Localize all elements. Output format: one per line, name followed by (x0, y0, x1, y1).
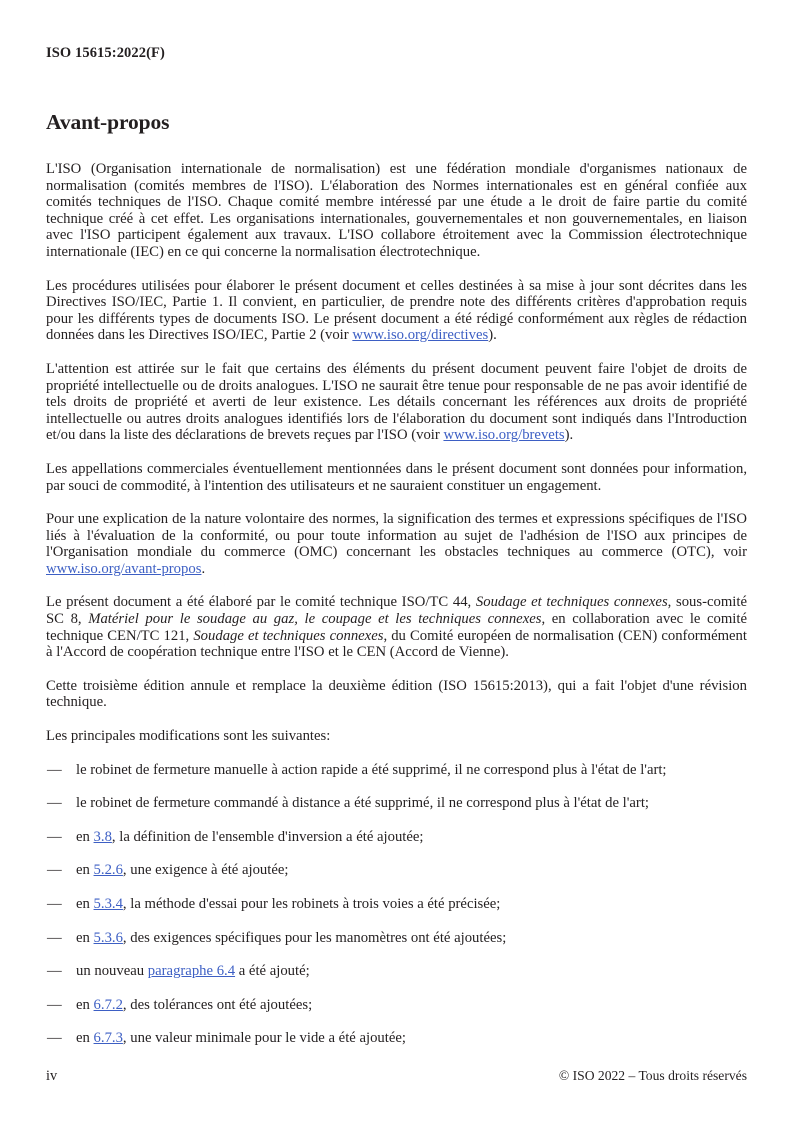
link-iso-brevets[interactable]: www.iso.org/brevets (443, 427, 565, 444)
list-dash-icon: — (47, 996, 62, 1013)
paragraph-voluntary-text-after: . (201, 560, 206, 577)
list-item-text-after: , une valeur minimale pour le vide a été ajoutée; (122, 1030, 406, 1047)
list-dash-icon: — (47, 963, 62, 980)
list-item (46, 812, 747, 846)
link-iso-directives[interactable]: www.iso.org/directives (352, 327, 489, 344)
link-clause-6-7-3[interactable]: 6.7.3 (93, 1030, 123, 1047)
list-item-text-after: , des exigences spécifiques pour les manomètres ont été ajoutées; (122, 929, 507, 946)
committee-title-cen-tc121: Soudage et techniques connexes (193, 627, 384, 644)
list-item-text-before: le robinet de fermeture manuelle à action rapide a été supprimé, il ne correspond plus à l'état de l'art; (76, 761, 667, 778)
list-dash-icon: — (47, 795, 62, 812)
list-item-text-before: en (76, 929, 94, 946)
link-clause-6-7-2[interactable]: 6.7.2 (93, 996, 123, 1013)
list-dash-icon: — (47, 1030, 62, 1047)
paragraph-committee (46, 577, 747, 660)
paragraph-procedures (46, 261, 747, 344)
page-footer (46, 1068, 747, 1085)
paragraph-changes-intro: Les principales modifications sont les suivantes: (46, 728, 331, 745)
list-item-text-before: en (76, 828, 94, 845)
committee-title-sc8: Matériel pour le soudage au gaz, le coupage et les techniques connexes (88, 611, 542, 628)
list-item-text-before: en (76, 896, 94, 912)
paragraph-voluntary-nature (46, 494, 747, 577)
list-item-text-after: , la définition de l'ensemble d'inversion a été ajoutée; (111, 828, 424, 845)
paragraph-ip-text-before: L'attention est attirée sur le fait que certains des éléments du présent document peuvent faire l'objet de droits de propriété intellectuelle ou de droits analogues. L'ISO ne saurait être tenue pour responsable de ne pas avoir identifié de tels droits de propriété et averti de leur existence. Les détails concernant les références aux droits de propriété intellectuelle ou autres droits analogues identifiés lors de l'élaboration du document sont indiqués dans l'Introduction et/ou dans la liste des déclarations de brevets reçues par l'ISO (voir (46, 360, 747, 444)
list-item (46, 745, 747, 779)
paragraph-procedures-text-before: Les procédures utilisées pour élaborer le présent document et celles destinées à sa mise à jour sont décrites dans les Directives ISO/IEC, Partie 1. Il convient, en particulier, de prendre note des différents critères d'approbation requis pour les différents types de documents ISO. Le présent document a été rédigé conformément aux règles de rédaction données dans les Directives ISO/IEC, Partie 2 (voir (46, 277, 747, 344)
committee-segment-4: , du Comité européen de normalisation (CEN) conformément à l'Accord de coopération technique entre l'ISO et le CEN (Accord de Vienne). (46, 627, 747, 661)
list-item-text-before: en (76, 996, 94, 1013)
paragraph-iso-description: L'ISO (Organisation internationale de normalisation) est une fédération mondiale d'organismes nationaux de normalisation (comités membres de l'ISO). L'élaboration des Normes internationales est en général confiée aux comités techniques de l'ISO. Chaque comité membre intéressé par une étude a le droit de faire partie du comité technique créé à cet effet. Les organisations internationales, gouvernementales et non gouvernementales, en liaison avec l'ISO participent également aux travaux. L'ISO collabore étroitement avec la Commission électrotechnique internationale (IEC) en ce qui concerne la normalisation électrotechnique. (46, 161, 747, 260)
committee-title-tc44: Soudage et techniques connexes (475, 594, 668, 611)
paragraph-intellectual-property (46, 344, 747, 444)
list-dash-icon: — (47, 862, 62, 879)
page-title: Avant-propos (46, 110, 170, 134)
paragraph-ip-text-after: ). (564, 427, 574, 444)
list-item-text-after: , la méthode d'essai pour les robinets à trois voies a été précisée; (122, 896, 501, 912)
paragraph-edition-notice: Cette troisième édition annule et remplace la deuxième édition (ISO 15615:2013), qui a fait l'objet d'une révision technique. (46, 677, 747, 711)
page-content (46, 0, 747, 1047)
link-iso-avant-propos[interactable]: www.iso.org/avant-propos (46, 560, 202, 577)
list-item-text-before: le robinet de fermeture commandé à distance a été supprimé, il ne correspond plus à l'état de l'art; (76, 795, 649, 812)
paragraph-trade-names: Les appellations commerciales éventuellement mentionnées dans le présent document sont données pour information, par souci de commodité, à l'intention des utilisateurs et ne sauraient constituer un engagement. (46, 460, 747, 494)
list-item (46, 879, 747, 913)
list-dash-icon: — (47, 896, 62, 912)
list-item (46, 946, 747, 980)
list-dash-icon: — (47, 761, 62, 778)
list-dash-icon: — (47, 828, 62, 845)
committee-segment-3: , en collaboration avec le comité technique CEN/TC 121, (46, 611, 747, 644)
list-item (46, 913, 747, 947)
paragraph-voluntary-text-before: Pour une explication de la nature volontaire des normes, la signification des termes et expressions spécifiques de l'ISO liés à l'évaluation de la conformité, ou pour toute information au sujet de l'adhésion de l'ISO aux principes de l'Organisation mondiale du commerce (OMC) concernant les obstacles techniques au commerce (OTC), voir (46, 511, 747, 561)
list-dash-icon: — (47, 929, 62, 946)
link-paragraphe-6-4[interactable]: paragraphe 6.4 (147, 963, 236, 980)
link-clause-3-8[interactable]: 3.8 (93, 828, 112, 845)
link-clause-5-3-4[interactable]: 5.3.4 (93, 896, 123, 912)
list-item (46, 1013, 747, 1047)
link-clause-5-3-6[interactable]: 5.3.6 (93, 929, 123, 946)
list-item (46, 845, 747, 879)
list-item (46, 980, 747, 1014)
page-number: iv (46, 1068, 58, 1084)
committee-segment-2: , sous-comité SC 8, (46, 594, 747, 628)
list-item-text-before: en (76, 862, 94, 879)
list-item (46, 778, 747, 812)
list-item-text-after: , des tolérances ont été ajoutées; (122, 996, 313, 1013)
link-clause-5-2-6[interactable]: 5.2.6 (93, 862, 123, 879)
copyright-notice: © ISO 2022 – Tous droits réservés (558, 1068, 747, 1083)
list-item-text-after: , une exigence à été ajoutée; (122, 862, 289, 879)
paragraph-procedures-text-after: ). (488, 327, 497, 344)
list-item-text-before: un nouveau (76, 963, 148, 980)
list-item-text-before: en (76, 1030, 94, 1047)
committee-segment-1: Le présent document a été élaboré par le comité technique ISO/TC 44, (46, 594, 476, 611)
document-header-reference: ISO 15615:2022(F) (46, 45, 165, 61)
changes-list (46, 745, 747, 1047)
list-item-text-after: a été ajouté; (235, 963, 310, 980)
